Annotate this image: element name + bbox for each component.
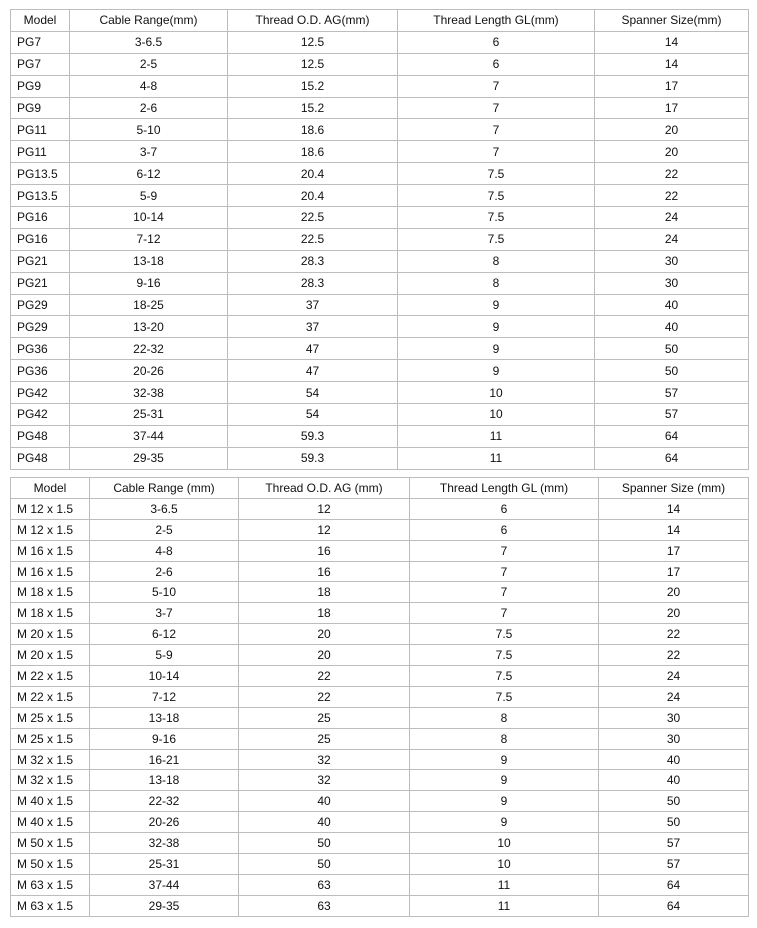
cell-model: M 22 x 1.5 <box>11 686 90 707</box>
cell-spanner-size: 20 <box>595 119 749 141</box>
cell-thread-od: 37 <box>228 316 398 338</box>
cell-spanner-size: 57 <box>595 404 749 426</box>
cell-thread-length: 9 <box>410 791 599 812</box>
table-row <box>11 874 749 895</box>
header-thread-od: Thread O.D. AG(mm) <box>228 10 398 32</box>
cell-spanner-size: 57 <box>595 382 749 404</box>
cell-spanner-size: 50 <box>595 338 749 360</box>
table-row <box>11 207 749 229</box>
cell-thread-length: 6 <box>410 519 599 540</box>
cell-spanner-size: 17 <box>595 75 749 97</box>
metric-cable-gland-table <box>10 477 749 917</box>
cell-model: PG29 <box>11 316 70 338</box>
cell-spanner-size: 30 <box>599 707 749 728</box>
cell-spanner-size: 17 <box>595 97 749 119</box>
table-row <box>11 728 749 749</box>
table-row <box>11 163 749 185</box>
cell-thread-length: 7 <box>410 540 599 561</box>
header-model: Model <box>11 478 90 499</box>
cell-spanner-size: 24 <box>595 228 749 250</box>
cell-thread-od: 25 <box>239 728 410 749</box>
cell-model: M 40 x 1.5 <box>11 791 90 812</box>
cell-model: PG11 <box>11 119 70 141</box>
cell-model: PG29 <box>11 294 70 316</box>
table-row <box>11 686 749 707</box>
header-thread-od: Thread O.D. AG (mm) <box>239 478 410 499</box>
cell-thread-length: 11 <box>398 447 595 469</box>
cell-thread-od: 37 <box>228 294 398 316</box>
cell-thread-length: 7.5 <box>398 163 595 185</box>
cell-cable-range: 2-5 <box>70 53 228 75</box>
cell-spanner-size: 50 <box>599 791 749 812</box>
cell-thread-od: 47 <box>228 360 398 382</box>
cell-thread-length: 6 <box>398 53 595 75</box>
cell-cable-range: 13-20 <box>70 316 228 338</box>
cell-model: M 63 x 1.5 <box>11 874 90 895</box>
cell-cable-range: 20-26 <box>70 360 228 382</box>
cell-spanner-size: 24 <box>599 686 749 707</box>
cell-model: PG7 <box>11 31 70 53</box>
table-row <box>11 425 749 447</box>
cell-spanner-size: 14 <box>595 31 749 53</box>
cell-thread-length: 7.5 <box>410 686 599 707</box>
cell-cable-range: 16-21 <box>90 749 239 770</box>
table-row <box>11 540 749 561</box>
header-spanner-size: Spanner Size(mm) <box>595 10 749 32</box>
cell-thread-length: 7 <box>398 97 595 119</box>
cell-spanner-size: 14 <box>595 53 749 75</box>
cell-cable-range: 37-44 <box>70 425 228 447</box>
cell-thread-length: 9 <box>410 770 599 791</box>
cell-thread-od: 15.2 <box>228 75 398 97</box>
cell-model: M 18 x 1.5 <box>11 582 90 603</box>
cell-thread-od: 63 <box>239 895 410 916</box>
cell-spanner-size: 22 <box>599 624 749 645</box>
cell-thread-od: 18 <box>239 582 410 603</box>
cell-cable-range: 13-18 <box>90 707 239 728</box>
cell-model: M 25 x 1.5 <box>11 728 90 749</box>
cell-thread-length: 7.5 <box>398 207 595 229</box>
cell-thread-od: 22 <box>239 666 410 687</box>
table-row <box>11 624 749 645</box>
cell-thread-length: 8 <box>410 707 599 728</box>
cell-thread-length: 11 <box>410 895 599 916</box>
table-row <box>11 707 749 728</box>
cell-model: PG42 <box>11 404 70 426</box>
cell-model: M 22 x 1.5 <box>11 666 90 687</box>
cell-thread-od: 50 <box>239 854 410 875</box>
cell-thread-length: 9 <box>410 749 599 770</box>
cell-model: PG7 <box>11 53 70 75</box>
table-row <box>11 360 749 382</box>
cell-spanner-size: 20 <box>595 141 749 163</box>
cell-thread-od: 40 <box>239 791 410 812</box>
cell-thread-od: 32 <box>239 749 410 770</box>
cell-thread-length: 10 <box>410 854 599 875</box>
cell-thread-length: 10 <box>398 404 595 426</box>
cell-spanner-size: 57 <box>599 833 749 854</box>
cell-thread-od: 59.3 <box>228 447 398 469</box>
cell-thread-od: 50 <box>239 833 410 854</box>
cell-model: PG21 <box>11 250 70 272</box>
cell-model: M 32 x 1.5 <box>11 749 90 770</box>
cell-thread-od: 15.2 <box>228 97 398 119</box>
cell-thread-length: 9 <box>398 360 595 382</box>
table-row <box>11 812 749 833</box>
cell-cable-range: 3-6.5 <box>70 31 228 53</box>
cell-thread-length: 6 <box>398 31 595 53</box>
cell-thread-od: 59.3 <box>228 425 398 447</box>
cell-model: M 50 x 1.5 <box>11 854 90 875</box>
table-row <box>11 791 749 812</box>
cell-thread-length: 9 <box>398 294 595 316</box>
cell-model: M 32 x 1.5 <box>11 770 90 791</box>
cell-model: M 16 x 1.5 <box>11 561 90 582</box>
cell-thread-length: 8 <box>398 272 595 294</box>
cell-cable-range: 5-9 <box>70 185 228 207</box>
cell-thread-length: 11 <box>398 425 595 447</box>
cell-spanner-size: 22 <box>595 185 749 207</box>
cell-cable-range: 29-35 <box>70 447 228 469</box>
cell-spanner-size: 40 <box>595 294 749 316</box>
table-row <box>11 447 749 469</box>
table-row <box>11 75 749 97</box>
cell-cable-range: 10-14 <box>90 666 239 687</box>
table-row <box>11 895 749 916</box>
cell-cable-range: 10-14 <box>70 207 228 229</box>
table-row <box>11 561 749 582</box>
cell-cable-range: 5-10 <box>90 582 239 603</box>
table-row <box>11 228 749 250</box>
cell-model: M 20 x 1.5 <box>11 624 90 645</box>
cell-spanner-size: 30 <box>599 728 749 749</box>
cell-thread-length: 6 <box>410 498 599 519</box>
table-row <box>11 53 749 75</box>
header-row <box>11 10 749 32</box>
cell-spanner-size: 14 <box>599 498 749 519</box>
cell-model: PG13.5 <box>11 185 70 207</box>
cell-cable-range: 20-26 <box>90 812 239 833</box>
table-row <box>11 519 749 540</box>
cell-thread-od: 18 <box>239 603 410 624</box>
cell-thread-length: 10 <box>398 382 595 404</box>
cell-spanner-size: 22 <box>595 163 749 185</box>
table-row <box>11 749 749 770</box>
cell-model: PG48 <box>11 447 70 469</box>
cell-spanner-size: 20 <box>599 582 749 603</box>
cell-thread-od: 12.5 <box>228 31 398 53</box>
cell-thread-length: 9 <box>398 338 595 360</box>
cell-spanner-size: 30 <box>595 272 749 294</box>
cell-cable-range: 4-8 <box>90 540 239 561</box>
cell-thread-od: 20 <box>239 624 410 645</box>
cell-cable-range: 6-12 <box>70 163 228 185</box>
cell-thread-length: 7.5 <box>398 228 595 250</box>
cell-model: PG21 <box>11 272 70 294</box>
cell-thread-od: 28.3 <box>228 272 398 294</box>
cell-spanner-size: 40 <box>599 770 749 791</box>
cell-thread-length: 7 <box>410 582 599 603</box>
cell-model: M 40 x 1.5 <box>11 812 90 833</box>
cell-spanner-size: 64 <box>599 895 749 916</box>
cell-cable-range: 7-12 <box>90 686 239 707</box>
cell-spanner-size: 50 <box>599 812 749 833</box>
cell-cable-range: 25-31 <box>90 854 239 875</box>
cell-thread-length: 7.5 <box>410 624 599 645</box>
table-row <box>11 382 749 404</box>
cell-model: PG48 <box>11 425 70 447</box>
table-row <box>11 338 749 360</box>
cell-model: PG36 <box>11 338 70 360</box>
cell-thread-od: 18.6 <box>228 141 398 163</box>
cell-cable-range: 5-10 <box>70 119 228 141</box>
cell-spanner-size: 17 <box>599 540 749 561</box>
cell-thread-od: 63 <box>239 874 410 895</box>
table-row <box>11 250 749 272</box>
cell-cable-range: 2-6 <box>70 97 228 119</box>
cell-cable-range: 29-35 <box>90 895 239 916</box>
cell-model: PG42 <box>11 382 70 404</box>
cell-cable-range: 5-9 <box>90 645 239 666</box>
cell-thread-length: 9 <box>398 316 595 338</box>
cell-cable-range: 9-16 <box>70 272 228 294</box>
table-row <box>11 185 749 207</box>
cell-thread-od: 28.3 <box>228 250 398 272</box>
cell-thread-od: 54 <box>228 404 398 426</box>
cell-model: M 20 x 1.5 <box>11 645 90 666</box>
cell-cable-range: 3-7 <box>70 141 228 163</box>
cell-spanner-size: 40 <box>599 749 749 770</box>
cell-thread-od: 40 <box>239 812 410 833</box>
cell-thread-length: 7.5 <box>398 185 595 207</box>
header-thread-length: Thread Length GL (mm) <box>410 478 599 499</box>
cell-thread-length: 9 <box>410 812 599 833</box>
table-row <box>11 404 749 426</box>
table-row <box>11 770 749 791</box>
cell-cable-range: 4-8 <box>70 75 228 97</box>
cell-spanner-size: 14 <box>599 519 749 540</box>
table-row <box>11 833 749 854</box>
header-cable-range: Cable Range (mm) <box>90 478 239 499</box>
cell-spanner-size: 22 <box>599 645 749 666</box>
table-row <box>11 854 749 875</box>
table-row <box>11 582 749 603</box>
cell-spanner-size: 64 <box>595 425 749 447</box>
cell-thread-length: 8 <box>398 250 595 272</box>
cell-thread-od: 12 <box>239 498 410 519</box>
cell-spanner-size: 24 <box>595 207 749 229</box>
cell-cable-range: 22-32 <box>70 338 228 360</box>
cell-cable-range: 22-32 <box>90 791 239 812</box>
cell-model: PG36 <box>11 360 70 382</box>
cell-spanner-size: 40 <box>595 316 749 338</box>
cell-thread-od: 54 <box>228 382 398 404</box>
table-row <box>11 666 749 687</box>
table-row <box>11 119 749 141</box>
cell-thread-od: 22 <box>239 686 410 707</box>
header-row <box>11 478 749 499</box>
cell-cable-range: 6-12 <box>90 624 239 645</box>
cell-spanner-size: 17 <box>599 561 749 582</box>
cell-thread-length: 7.5 <box>410 666 599 687</box>
cell-cable-range: 3-7 <box>90 603 239 624</box>
cell-spanner-size: 30 <box>595 250 749 272</box>
header-cable-range: Cable Range(mm) <box>70 10 228 32</box>
table-row <box>11 31 749 53</box>
table-row <box>11 294 749 316</box>
cell-cable-range: 37-44 <box>90 874 239 895</box>
cell-cable-range: 18-25 <box>70 294 228 316</box>
table-row <box>11 97 749 119</box>
cell-thread-od: 12 <box>239 519 410 540</box>
cell-thread-od: 22.5 <box>228 228 398 250</box>
header-thread-length: Thread Length GL(mm) <box>398 10 595 32</box>
cell-cable-range: 32-38 <box>90 833 239 854</box>
cell-thread-length: 8 <box>410 728 599 749</box>
header-spanner-size: Spanner Size (mm) <box>599 478 749 499</box>
cell-spanner-size: 57 <box>599 854 749 875</box>
cell-spanner-size: 24 <box>599 666 749 687</box>
cell-model: M 16 x 1.5 <box>11 540 90 561</box>
cell-model: M 12 x 1.5 <box>11 498 90 519</box>
table-row <box>11 645 749 666</box>
cell-cable-range: 2-5 <box>90 519 239 540</box>
header-model: Model <box>11 10 70 32</box>
cell-model: M 12 x 1.5 <box>11 519 90 540</box>
cell-model: PG9 <box>11 75 70 97</box>
cell-thread-od: 47 <box>228 338 398 360</box>
table-row <box>11 141 749 163</box>
cell-spanner-size: 64 <box>599 874 749 895</box>
cell-thread-od: 20.4 <box>228 163 398 185</box>
cell-cable-range: 13-18 <box>90 770 239 791</box>
cell-thread-od: 20 <box>239 645 410 666</box>
pg-cable-gland-table <box>10 9 749 470</box>
cell-thread-length: 7.5 <box>410 645 599 666</box>
cell-model: M 63 x 1.5 <box>11 895 90 916</box>
cell-thread-od: 20.4 <box>228 185 398 207</box>
cell-thread-od: 25 <box>239 707 410 728</box>
cell-cable-range: 32-38 <box>70 382 228 404</box>
cell-thread-od: 16 <box>239 540 410 561</box>
cell-cable-range: 7-12 <box>70 228 228 250</box>
cell-model: M 18 x 1.5 <box>11 603 90 624</box>
table-row <box>11 316 749 338</box>
table-row <box>11 603 749 624</box>
cell-spanner-size: 20 <box>599 603 749 624</box>
cell-model: PG13.5 <box>11 163 70 185</box>
cell-thread-od: 22.5 <box>228 207 398 229</box>
cell-thread-length: 7 <box>410 561 599 582</box>
cell-thread-length: 11 <box>410 874 599 895</box>
cell-thread-od: 18.6 <box>228 119 398 141</box>
cell-spanner-size: 50 <box>595 360 749 382</box>
cell-cable-range: 2-6 <box>90 561 239 582</box>
cell-cable-range: 13-18 <box>70 250 228 272</box>
cell-thread-od: 16 <box>239 561 410 582</box>
cell-thread-length: 7 <box>398 119 595 141</box>
cell-thread-length: 7 <box>398 75 595 97</box>
cell-thread-od: 32 <box>239 770 410 791</box>
cell-thread-length: 7 <box>398 141 595 163</box>
cell-cable-range: 9-16 <box>90 728 239 749</box>
table-row <box>11 498 749 519</box>
cell-model: M 25 x 1.5 <box>11 707 90 728</box>
cell-model: PG9 <box>11 97 70 119</box>
cell-spanner-size: 64 <box>595 447 749 469</box>
cell-cable-range: 3-6.5 <box>90 498 239 519</box>
table-row <box>11 272 749 294</box>
cell-thread-od: 12.5 <box>228 53 398 75</box>
cell-model: PG11 <box>11 141 70 163</box>
cell-model: M 50 x 1.5 <box>11 833 90 854</box>
cell-model: PG16 <box>11 228 70 250</box>
cell-cable-range: 25-31 <box>70 404 228 426</box>
cell-thread-length: 7 <box>410 603 599 624</box>
cell-model: PG16 <box>11 207 70 229</box>
cell-thread-length: 10 <box>410 833 599 854</box>
